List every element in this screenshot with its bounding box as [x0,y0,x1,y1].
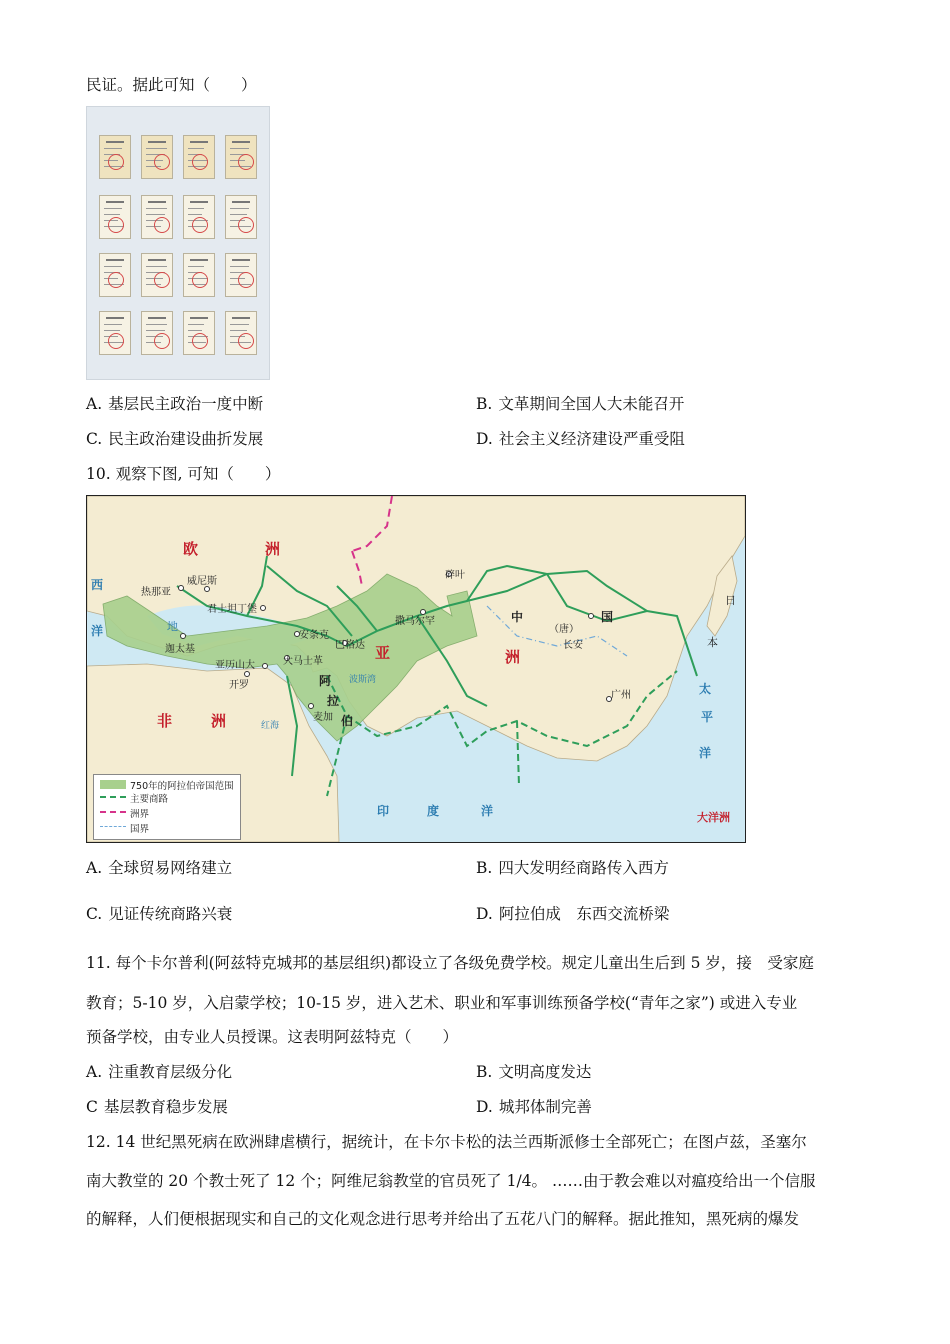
city-constantinople: 君士坦丁堡 [207,604,257,615]
q12-stem-line-1: 12. 14 世纪黑死病在欧洲肆虐横行，据统计，在卡尔卡松的法兰西斯派修士全部死亡；在图卢兹，圣塞尔 [86,1133,807,1151]
label-europe-2: 洲 [265,540,281,558]
option-letter: C. [86,430,103,448]
label-africa-1: 非 [157,712,173,730]
q9-option-c[interactable] [86,428,263,450]
q11-stem-line-2: 教育；5-10 岁，入启蒙学校；10-15 岁，进入艺术、职业和军事训练预备学校(“青年之家”) 或进入专业 [86,994,798,1012]
voter-card [99,253,131,297]
q11-stem-line-3: 预备学校，由专业人员授课。这表明阿兹特克（ ） [86,1028,459,1046]
label-europe-1: 欧 [183,540,199,558]
label-pacific-2: 平 [701,710,714,724]
label-med-sea: 地 [167,620,178,633]
legend-country: 国界 [130,824,150,835]
q10-stem: 10. 观察下图, 可知（ ） [86,465,281,483]
voter-card [141,135,173,179]
q10-option-d[interactable] [476,903,669,925]
voter-card [99,195,131,239]
voter-card [183,311,215,355]
option-text: 见证传统商路兴衰 [108,905,233,923]
option-letter: A. [86,1063,103,1081]
voter-card [225,135,257,179]
label-oceania: 大洋洲 [697,811,730,824]
voter-card [183,195,215,239]
voter-card [141,311,173,355]
option-letter: A. [86,859,103,877]
label-red-sea: 红海 [261,721,280,731]
q11-option-c[interactable] [86,1096,228,1118]
label-arabia-1: 阿 [319,674,332,688]
city-guangzhou: 广州 [611,690,631,701]
option-text: 民主政治建设曲折发展 [108,430,264,448]
city-carthage: 迦太基 [165,644,195,655]
option-letter: D. [476,905,493,923]
q10-option-b[interactable] [476,857,669,879]
q9-option-d[interactable] [476,428,685,450]
label-arabia-3: 伯 [341,714,354,728]
option-text: 基层民主政治一度中断 [108,395,264,413]
q9-option-b[interactable] [476,393,684,415]
label-persian-gulf: 波斯湾 [349,675,377,685]
label-japan-2: 本 [707,636,718,649]
legend-empire: 750年的阿拉伯帝国范围 [130,781,234,792]
voter-card [183,135,215,179]
option-letter: B. [476,395,493,413]
q10-option-a[interactable] [86,857,232,879]
q12-stem-line-2: 南大教堂的 20 个教士死了 12 个；阿维尼翁教堂的官员死了 1/4。 ……由于教会难以对瘟疫给出一个信服 [86,1172,816,1190]
q11-stem-line-1: 11. 每个卡尔普利(阿兹特克城邦的基层组织)都设立了各级免费学校。规定儿童出生后到 5 岁，接 受家庭 [86,954,814,972]
label-japan-1: 日 [725,594,736,607]
city-mecca: 麦加 [313,712,333,723]
voter-cards-photo [86,106,270,380]
option-letter: C. [86,905,103,923]
label-pacific-3: 洋 [699,746,712,760]
label-pacific-1: 太 [699,682,712,696]
city-venice: 威尼斯 [187,576,217,587]
legend-swatch-route [100,796,126,798]
option-text: 城邦体制完善 [498,1098,592,1116]
city-genoa: 热那亚 [141,587,171,598]
option-text: 社会主义经济建设严重受阻 [498,430,685,448]
city-changan: 长安 [563,640,583,651]
label-arabia-2: 拉 [327,694,340,708]
voter-card [141,253,173,297]
city-samarkand: 撒马尔罕 [395,616,435,627]
option-text: 四大发明经商路传入西方 [498,859,669,877]
option-text: 注重教育层级分化 [108,1063,233,1081]
option-letter: A. [86,395,103,413]
option-text: 基层教育稳步发展 [103,1098,228,1116]
city-antioch: 安条克 [299,630,329,641]
option-letter: D. [476,1098,493,1116]
city-baghdad: 巴格达 [335,640,365,651]
label-west-ocean-1: 西 [91,578,104,592]
voter-card [225,253,257,297]
label-west-ocean-2: 洋 [91,624,104,638]
voter-card [225,311,257,355]
q10-option-c[interactable] [86,903,232,925]
trade-routes-map [86,495,746,843]
legend-swatch-country [100,826,126,827]
label-china-guo: 国 [601,610,614,624]
q11-option-a[interactable] [86,1061,232,1083]
label-africa-2: 洲 [211,712,227,730]
option-letter: C [86,1098,98,1116]
option-text: 文革期间全国人大未能召开 [498,395,685,413]
legend-continent: 洲界 [130,809,150,820]
label-indian-2: 度 [427,804,440,818]
q12-stem-line-3: 的解释，人们便根据现实和自己的文化观念进行思考并给出了五花八门的解释。据此推知，黑死病的爆发 [86,1210,800,1228]
voter-card [141,195,173,239]
voter-card [225,195,257,239]
option-text: 文明高度发达 [498,1063,592,1081]
city-suyab: 碎叶 [445,570,465,581]
label-asia-1: 亚 [375,644,391,662]
label-tang: （唐） [549,624,579,635]
q11-option-d[interactable] [476,1096,592,1118]
label-china-zhong: 中 [511,610,524,624]
option-text: 阿拉伯成 东西交流桥梁 [498,905,670,923]
label-indian-3: 洋 [481,804,494,818]
city-damascus: 大马士革 [283,656,323,667]
label-asia-2: 洲 [505,648,521,666]
q11-option-b[interactable] [476,1061,591,1083]
option-letter: D. [476,430,493,448]
option-letter: B. [476,1063,493,1081]
option-text: 全球贸易网络建立 [108,859,233,877]
option-letter: B. [476,859,493,877]
map-legend [93,774,241,840]
voter-card [99,311,131,355]
q9-option-a[interactable] [86,393,263,415]
city-alexandria: 亚历山大 [215,660,255,671]
voter-card [99,135,131,179]
label-indian-1: 印 [377,804,390,818]
q9-stem-tail: 民证。据此可知（ ） [86,76,257,94]
city-cairo: 开罗 [229,680,249,691]
legend-route: 主要商路 [130,794,169,805]
voter-card [183,253,215,297]
legend-swatch-empire [100,780,126,789]
legend-swatch-continent [100,811,126,813]
